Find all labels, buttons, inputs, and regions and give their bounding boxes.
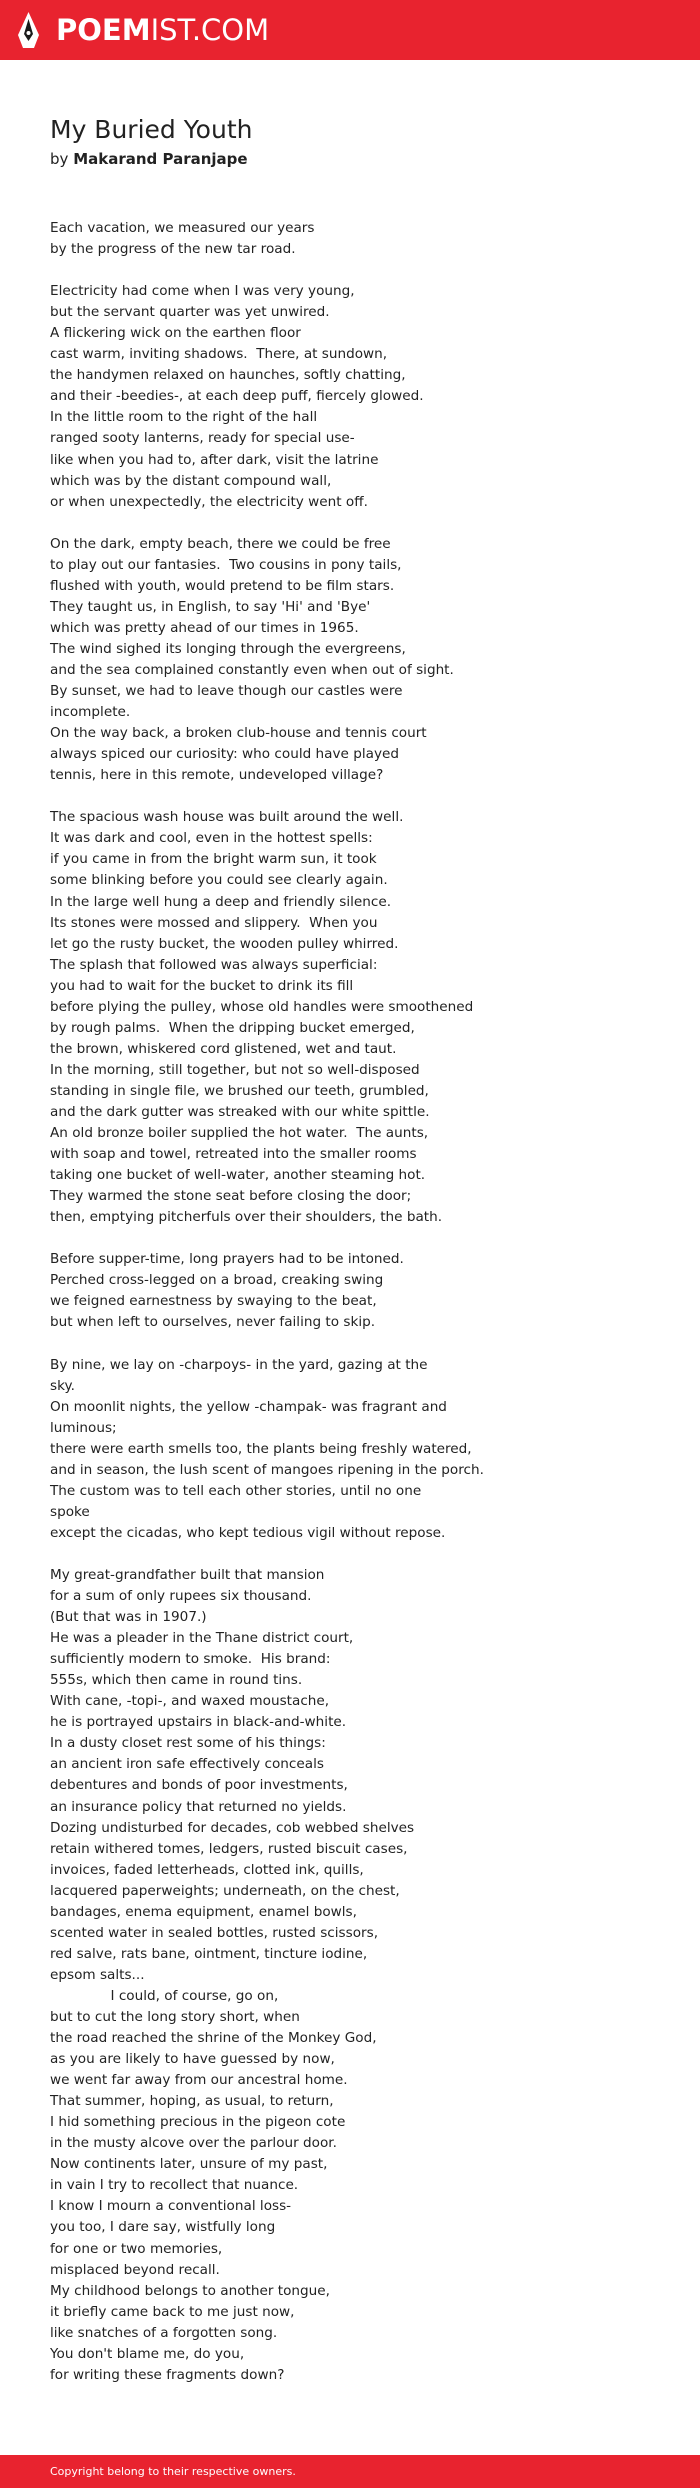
poem-line: Each vacation, we measured our years <box>50 220 315 236</box>
poem-line: With cane, -topi-, and waxed moustache, <box>50 1693 330 1710</box>
poem-line: The splash that followed was always superficial: <box>50 956 378 973</box>
poem-line: Before supper-time, long prayers had to be intoned. <box>50 1251 404 1268</box>
poem-line: The wind sighed its longing through the evergreens, <box>50 640 406 657</box>
poem-line: In the large well hung a deep and friendly silence. <box>50 893 392 910</box>
poem-line: we went far away from our ancestral home. <box>50 2072 348 2089</box>
poem-line: On the way back, a broken club-house and tennis court <box>50 725 427 742</box>
poem-line: I know I mourn a conventional loss- <box>50 2198 292 2215</box>
poem-line: some blinking before you could see clearly again. <box>50 872 388 889</box>
poem-line: except the cicadas, who kept tedious vigil without repose. <box>50 1524 446 1541</box>
poem-line: 555s, which then came in round tins. <box>50 1672 303 1689</box>
poem-line: I hid something precious in the pigeon cote <box>50 2114 346 2131</box>
poem-line: epsom salts... <box>50 1966 145 1983</box>
site-footer <box>0 2455 700 2488</box>
poem-line: in the musty alcove over the parlour door. <box>50 2135 337 2152</box>
poem-line: by the progress of the new tar road. <box>50 241 296 258</box>
poem-line: lacquered paperweights; underneath, on the chest, <box>50 1882 400 1899</box>
poem-line: It was dark and cool, even in the hottest spells: <box>50 830 373 847</box>
poem-line: incomplete. <box>50 704 131 721</box>
poem-line: They taught us, in English, to say 'Hi' and 'Bye' <box>50 598 371 615</box>
stanza <box>50 534 670 787</box>
poem-line: we feigned earnestness by swaying to the beat, <box>50 1293 377 1310</box>
poem-line: the handymen relaxed on haunches, softly chatting, <box>50 367 406 384</box>
poem-line: spoke <box>50 1503 90 1520</box>
site-logo-text <box>56 12 270 47</box>
pen-nib-icon <box>17 11 40 49</box>
poem-title: My Buried Youth <box>50 115 253 144</box>
poem-line: but to cut the long story short, when <box>50 2008 300 2025</box>
poem-line: My childhood belongs to another tongue, <box>50 2282 330 2299</box>
poem-line: On moonlit nights, the yellow -champak- was fragrant and <box>50 1398 447 1415</box>
poem-line: That summer, hoping, as usual, to return, <box>50 2093 334 2110</box>
copyright-text: Copyright belong to their respective owners. <box>50 2465 296 2478</box>
poem-line: luminous; <box>50 1419 117 1436</box>
poem-line: red salve, rats bane, ointment, tincture iodine, <box>50 1945 368 1962</box>
poem-line: A flickering wick on the earthen floor <box>50 325 301 342</box>
poem-line: Now continents later, unsure of my past, <box>50 2156 328 2173</box>
poem-line: an insurance policy that returned no yields. <box>50 1798 347 1815</box>
poem-line: You don't blame me, do you, <box>50 2345 245 2362</box>
site-header <box>0 0 700 60</box>
poem-line: then, emptying pitcherfuls over their shoulders, the bath. <box>50 1209 443 1226</box>
byline <box>50 148 670 170</box>
poem-line: by rough palms. When the dripping bucket emerged, <box>50 1019 415 1036</box>
poem-line: taking one bucket of well-water, another steaming hot. <box>50 1167 426 1184</box>
poem-line: the road reached the shrine of the Monkey God, <box>50 2030 377 2047</box>
poem-line: flushed with youth, would pretend to be film stars. <box>50 577 395 594</box>
poem-line: He was a pleader in the Thane district court, <box>50 1630 354 1647</box>
stanza <box>50 218 670 260</box>
poem-line: which was by the distant compound wall, <box>50 472 332 489</box>
poem-line: ranged sooty lanterns, ready for special use- <box>50 430 355 447</box>
poem-line: debentures and bonds of poor investments, <box>50 1777 348 1794</box>
poem-line: tennis, here in this remote, undeveloped village? <box>50 767 384 784</box>
poem-line: Electricity had come when I was very young, <box>50 283 355 300</box>
poem-line: standing in single file, we brushed our teeth, grumbled, <box>50 1082 429 1099</box>
poem-line: he is portrayed upstairs in black-and-white. <box>50 1714 347 1731</box>
poem-line: or when unexpectedly, the electricity went off. <box>50 493 368 510</box>
poem-line: with soap and towel, retreated into the smaller rooms <box>50 1146 417 1163</box>
poem-line: (But that was in 1907.) <box>50 1609 207 1626</box>
poem-line: I could, of course, go on, <box>50 1987 279 2004</box>
poem-line: the brown, whiskered cord glistened, wet and taut. <box>50 1040 397 1057</box>
poem-line: Perched cross-legged on a broad, creaking swing <box>50 1272 384 1289</box>
poem-line: if you came in from the bright warm sun, it took <box>50 851 377 868</box>
author-name: Makarand Paranjape <box>73 150 248 168</box>
poem-line: The spacious wash house was built around the well. <box>50 809 404 826</box>
poem-line: My great-grandfather built that mansion <box>50 1567 325 1583</box>
poem-line: They warmed the stone seat before closing the door; <box>50 1188 412 1205</box>
poem-line: you had to wait for the bucket to drink its fill <box>50 977 354 994</box>
poem-body <box>50 218 670 2386</box>
poem-line: an ancient iron safe effectively conceals <box>50 1756 324 1773</box>
byline-prefix: by <box>50 150 69 168</box>
poem-line: Dozing undisturbed for decades, cob webbed shelves <box>50 1819 415 1836</box>
poem-line: but when left to ourselves, never failing to skip. <box>50 1314 376 1331</box>
poem-line: before plying the pulley, whose old handles were smoothened <box>50 998 474 1015</box>
stanza <box>50 1249 670 1333</box>
poem-line: but the servant quarter was yet unwired. <box>50 304 330 321</box>
poem-line: there were earth smells too, the plants being freshly watered, <box>50 1440 472 1457</box>
poem-line: in vain I try to recollect that nuance. <box>50 2177 299 2194</box>
poem-line: and in season, the lush scent of mangoes ripening in the porch. <box>50 1461 484 1478</box>
poem-line: In the morning, still together, but not so well-disposed <box>50 1061 420 1078</box>
poem-line: always spiced our curiosity: who could have played <box>50 746 399 763</box>
poem-line: Its stones were mossed and slippery. When you <box>50 914 378 931</box>
stanza <box>50 807 670 1228</box>
poem-line: sky. <box>50 1377 75 1394</box>
poem-line: like when you had to, after dark, visit the latrine <box>50 451 379 468</box>
poem-line: as you are likely to have guessed by now, <box>50 2051 335 2068</box>
poem-line: The custom was to tell each other stories, until no one <box>50 1482 422 1499</box>
poem-header <box>50 114 670 170</box>
stanza <box>50 1565 670 2386</box>
poem-line: to play out our fantasies. Two cousins in pony tails, <box>50 556 402 573</box>
poem-line: let go the rusty bucket, the wooden pulley whirred. <box>50 935 399 952</box>
poem-line: and their -beedies-, at each deep puff, fiercely glowed. <box>50 388 424 405</box>
poem-line: for one or two memories, <box>50 2240 223 2257</box>
poem-line: you too, I dare say, wistfully long <box>50 2219 276 2236</box>
poem-line: In the little room to the right of the hall <box>50 409 318 426</box>
logo-light-text: IST.COM <box>150 12 270 47</box>
poem-line: bandages, enema equipment, enamel bowls, <box>50 1903 357 1920</box>
poem-line: By nine, we lay on -charpoys- in the yard, gazing at the <box>50 1356 428 1373</box>
poem-line: for a sum of only rupees six thousand. <box>50 1588 312 1605</box>
poem-line: which was pretty ahead of our times in 1965. <box>50 619 359 636</box>
stanza <box>50 281 670 513</box>
poem-line: In a dusty closet rest some of his things: <box>50 1735 326 1752</box>
poem-line: An old bronze boiler supplied the hot water. The aunts, <box>50 1125 429 1142</box>
poem-line: misplaced beyond recall. <box>50 2261 220 2278</box>
poem-line: retain withered tomes, ledgers, rusted biscuit cases, <box>50 1840 408 1857</box>
logo-bold-text: POEM <box>56 12 151 47</box>
poem-line: and the sea complained constantly even when out of sight. <box>50 661 454 678</box>
poem-line: sufficiently modern to smoke. His brand: <box>50 1651 331 1668</box>
poem-line: for writing these fragments down? <box>50 2366 285 2383</box>
poem-line: like snatches of a forgotten song. <box>50 2324 278 2341</box>
poem-line: cast warm, inviting shadows. There, at sundown, <box>50 346 388 363</box>
poem-line: On the dark, empty beach, there we could be free <box>50 535 391 552</box>
poem-line: and the dark gutter was streaked with our white spittle. <box>50 1103 430 1120</box>
poem-line: scented water in sealed bottles, rusted scissors, <box>50 1924 379 1941</box>
poem-line: invoices, faded letterheads, clotted ink, quills, <box>50 1861 364 1878</box>
site-logo[interactable] <box>0 0 269 60</box>
stanza <box>50 1355 670 1544</box>
poem-line: By sunset, we had to leave though our castles were <box>50 683 403 700</box>
poem-line: it briefly came back to me just now, <box>50 2303 295 2320</box>
